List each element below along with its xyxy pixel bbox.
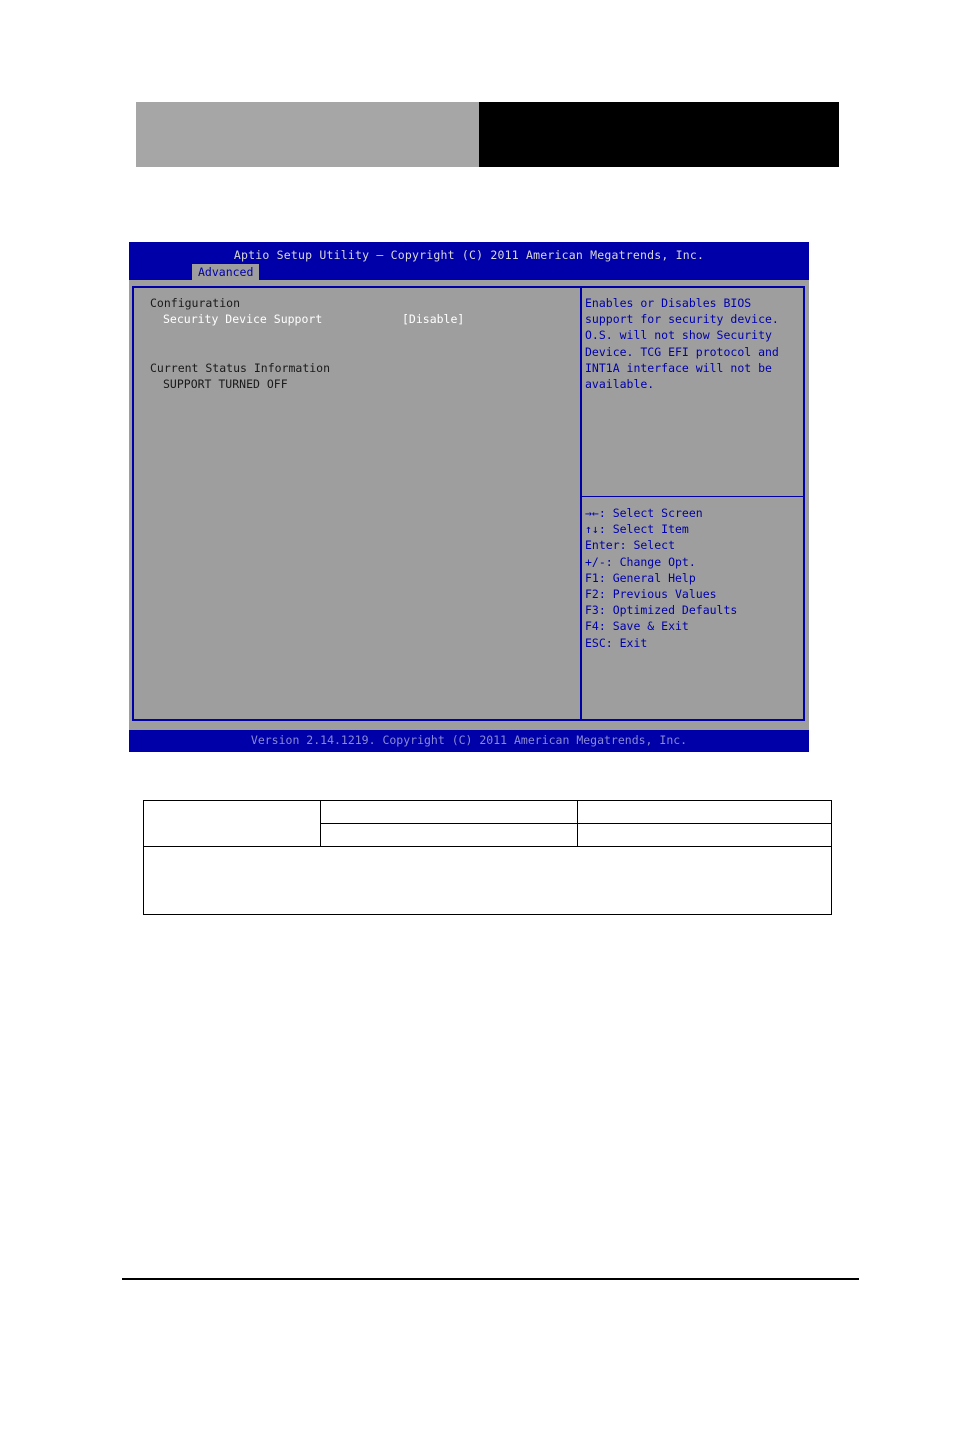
status-value: SUPPORT TURNED OFF xyxy=(163,377,288,391)
key-previous-values: F2: Previous Values xyxy=(585,587,717,602)
key-enter: Enter: Select xyxy=(585,538,676,553)
section-configuration: Configuration xyxy=(150,296,241,310)
tab-advanced[interactable]: Advanced xyxy=(192,264,259,280)
table-description-cell xyxy=(144,847,832,915)
key-select-screen: →←: Select Screen xyxy=(585,506,703,520)
table-cell xyxy=(144,801,321,847)
bios-panel-divider xyxy=(580,286,582,721)
security-device-support-label[interactable]: Security Device Support xyxy=(163,312,323,326)
security-device-support-value[interactable]: [Disable] xyxy=(402,312,465,326)
header-black-block xyxy=(479,102,839,167)
key-general-help: F1: General Help xyxy=(585,570,696,585)
key-legend xyxy=(585,505,737,651)
key-save-exit: F4: Save & Exit xyxy=(585,619,689,634)
section-current-status: Current Status Information xyxy=(150,361,331,375)
table-cell xyxy=(321,824,578,847)
bios-help-divider xyxy=(582,496,803,497)
bios-title: Aptio Setup Utility – Copyright (C) 2011 American Megatrends, Inc. xyxy=(233,248,705,262)
key-change-opt: +/-: Change Opt. xyxy=(585,554,696,569)
header-gray-block xyxy=(136,102,479,167)
footer-rule xyxy=(122,1278,859,1280)
options-table xyxy=(143,800,832,915)
bios-screenshot xyxy=(129,242,809,752)
table-cell xyxy=(578,801,832,824)
bios-footer: Version 2.14.1219. Copyright (C) 2011 American Megatrends, Inc. xyxy=(250,733,688,747)
help-line: INT1A interface will not be xyxy=(585,360,772,375)
key-select-item: ↑↓: Select Item xyxy=(585,522,689,537)
help-line: Device. TCG EFI protocol and xyxy=(585,344,779,359)
help-line: Enables or Disables BIOS xyxy=(585,296,752,310)
table-cell xyxy=(321,801,578,824)
key-esc-exit: ESC: Exit xyxy=(585,635,648,650)
help-line: available. xyxy=(585,377,655,392)
help-text xyxy=(585,295,779,392)
help-line: support for security device. xyxy=(585,312,779,327)
key-optimized-defaults: F3: Optimized Defaults xyxy=(585,603,738,618)
help-line: O.S. will not show Security xyxy=(585,328,772,343)
table-cell xyxy=(578,824,832,847)
